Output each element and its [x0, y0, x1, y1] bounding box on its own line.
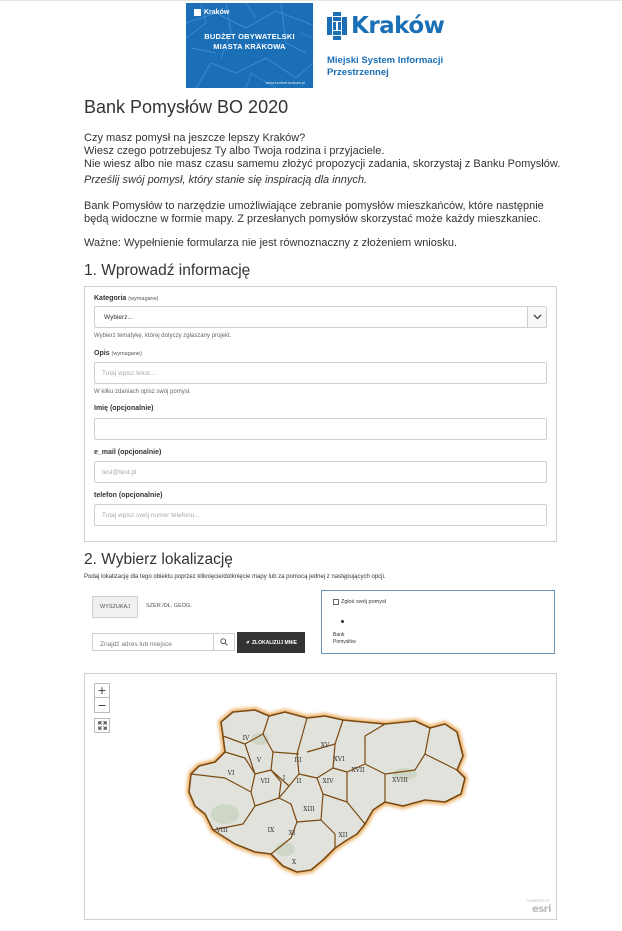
section-location-title: 2. Wybierz lokalizację — [84, 551, 233, 568]
search-button[interactable] — [213, 633, 235, 651]
email-label: e_mail (opcjonalnie) — [94, 449, 162, 456]
coordinates-tab-link[interactable]: SZER./DŁ. GEOG. — [146, 603, 192, 609]
description-help: W kilku zdaniach opisz swój pomysł. — [94, 389, 191, 395]
district-label-viii: VIII — [216, 827, 228, 834]
section-info-title: 1. Wprowadź informację — [84, 262, 251, 279]
fullscreen-button[interactable] — [94, 718, 110, 733]
info-form-panel — [84, 286, 557, 542]
krakow-name: Kraków — [351, 13, 445, 39]
district-label-xviii: XVIII — [392, 777, 408, 784]
district-label-ix: IX — [267, 827, 275, 834]
bo-title: BUDŻET OBYWATELSKI MIASTA KRAKOWA — [204, 32, 295, 51]
district-label-i: I — [282, 775, 286, 782]
phone-label: telefon (opcjonalnie) — [94, 492, 163, 499]
top-border — [0, 0, 622, 2]
search-icon — [220, 638, 228, 646]
map-view[interactable] — [84, 673, 557, 920]
fullscreen-icon — [98, 721, 107, 730]
msip-name: Miejski System Informacji Przestrzennej — [327, 55, 444, 78]
budget-logo — [186, 3, 313, 88]
name-label: Imię (opcjonalnie) — [94, 405, 154, 412]
district-label-xi: XI — [288, 830, 296, 837]
bo-mini-logo: Kraków — [194, 9, 229, 16]
description-input[interactable] — [94, 362, 547, 384]
district-label-xiii: XIII — [303, 806, 315, 813]
location-description: Podaj lokalizację dla tego obiektu poprzez kliknięcie/dotknięcie mapy lub za pomocą jednej z następujących opcji. — [84, 574, 386, 580]
district-label-xiv: XIV — [322, 778, 334, 785]
important-note: Ważne: Wypełnienie formularza nie jest równoznaczny z złożeniem wniosku. — [84, 237, 458, 249]
district-label-x: X — [291, 859, 297, 866]
district-label-iii: III — [294, 757, 302, 764]
intro-italic: Prześlij swój pomysł, który stanie się inspiracją dla innych. — [84, 174, 368, 186]
search-tab-button[interactable]: WYSZUKAJ — [92, 596, 138, 618]
name-input[interactable] — [94, 418, 547, 440]
email-input[interactable] — [94, 461, 547, 483]
intro-line: Nie wiesz albo nie masz czasu samemu złożyć propozycji zadania, skorzystaj z Banku Pomysłów. — [84, 158, 561, 170]
district-label-iv: IV — [242, 735, 250, 742]
powered-by-label: POWERED BY — [526, 899, 550, 903]
chevron-down-icon — [527, 307, 546, 327]
legend-layer-label: Bank Pomysłów — [333, 632, 356, 645]
location-arrow-icon — [245, 640, 250, 645]
zoom-controls — [94, 683, 110, 713]
submit-idea-checkbox[interactable]: Zgłoś swój pomysł — [333, 599, 386, 605]
category-label: Kategoria (wymagane) — [94, 295, 159, 302]
zoom-in-button[interactable]: + — [94, 683, 110, 698]
district-label-v: V — [256, 757, 262, 764]
intro-line: Wiesz czego potrzebujesz Ty albo Twoja rodzina i przyjaciele. — [84, 145, 385, 157]
category-select-value: Wybierz... — [104, 314, 133, 321]
checkbox-icon — [333, 599, 339, 605]
intro-block — [84, 132, 564, 250]
point-symbol-icon — [341, 620, 344, 623]
district-label-vi: VI — [227, 770, 235, 777]
district-label-xv: XV — [320, 742, 330, 749]
location-options — [84, 589, 317, 659]
krakow-msip-logo — [327, 10, 447, 92]
district-label-vii: VII — [260, 778, 270, 785]
intro-paragraph: Bank Pomysłów to narzędzie umożliwiające zebranie pomysłów mieszkańców, które następnie będą widoczne w formie mapy. Z przesłanych pomysłów skorzystać może każdy mieszkaniec. — [84, 200, 544, 225]
phone-input[interactable] — [94, 504, 547, 526]
district-map[interactable] — [85, 674, 557, 920]
category-select[interactable] — [94, 306, 547, 328]
address-search-input[interactable] — [92, 633, 214, 651]
layer-legend-panel — [321, 590, 555, 654]
bo-url: www.budzet.krakow.pl — [265, 80, 305, 85]
district-label-ii: II — [296, 778, 302, 785]
locate-me-button[interactable]: ZLOKALIZUJ MNIE — [237, 632, 305, 653]
district-label-xii: XII — [338, 832, 348, 839]
esri-logo: esri — [531, 904, 551, 915]
description-label: Opis (wymagane) — [94, 350, 142, 357]
intro-line: Czy masz pomysł na jeszcze lepszy Kraków? — [84, 132, 306, 144]
district-label-xvii: XVII — [351, 767, 365, 774]
zoom-out-button[interactable]: − — [94, 698, 110, 713]
page-title: Bank Pomysłów BO 2020 — [84, 97, 289, 117]
district-label-xvi: XVI — [333, 756, 345, 763]
category-help: Wybierz tematykę, której dotyczy zgłaszany projekt. — [94, 333, 232, 339]
krakow-mark-icon — [327, 12, 347, 40]
